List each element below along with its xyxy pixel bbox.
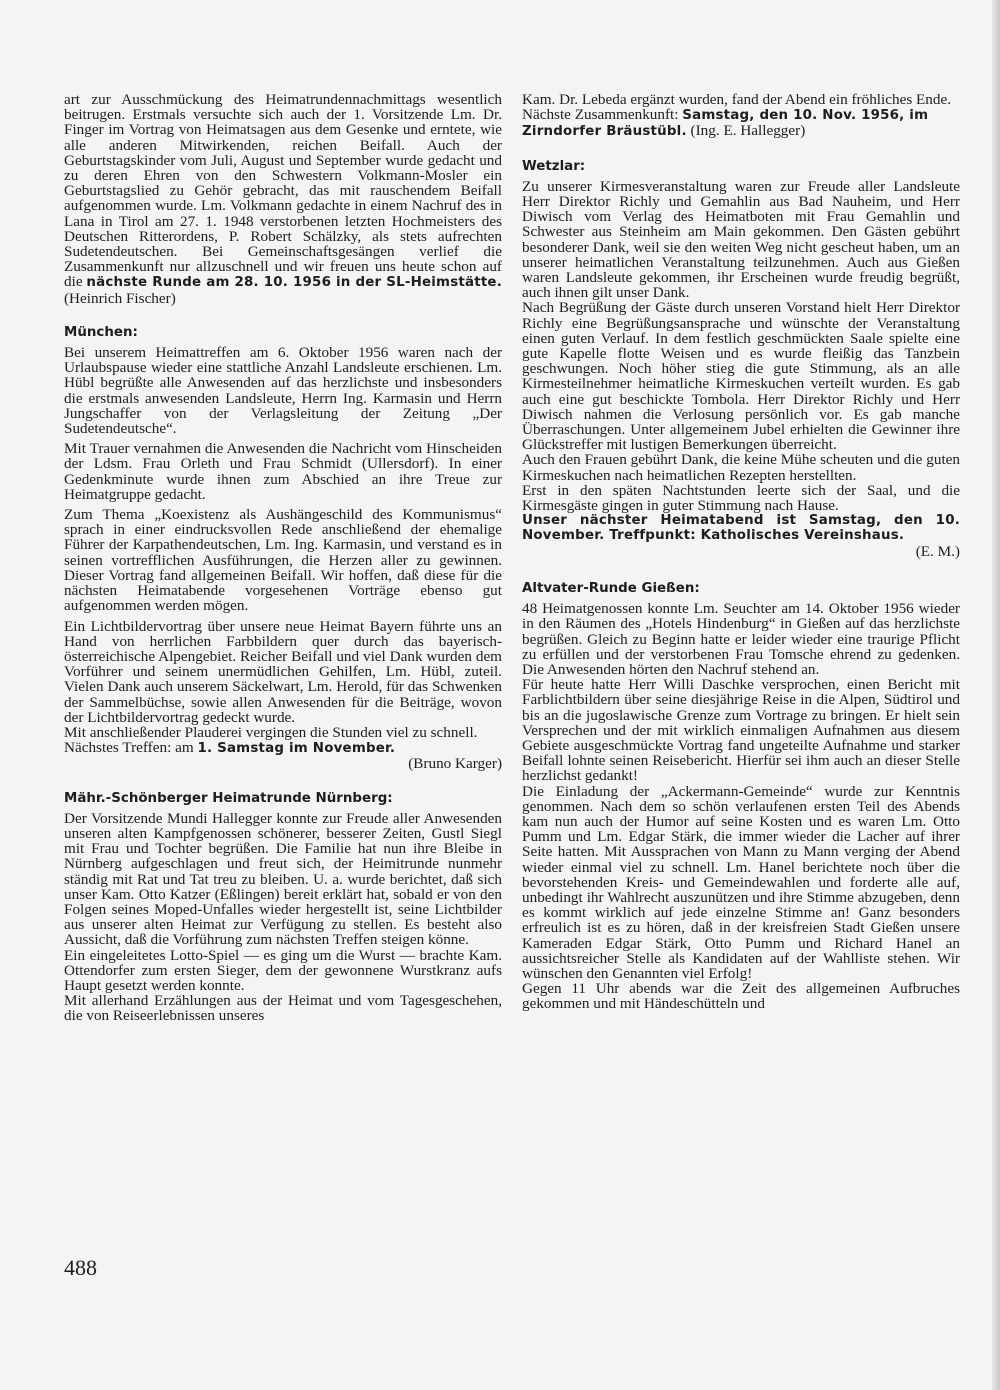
next-meeting-date: 1. Samstag im November.	[197, 741, 396, 757]
nuernberg-paragraph: Der Vorsitzende Mundi Hallegger konnte zur Freude aller Anwesenden unseren alten Kampfgenossen schönerer, besserer Zeiten, Gustl Siegl mit Frau und Tochter begrüßen. Die Familie hat nun ihre Bleibe in Nürnberg aufgeschlagen und freut sich, der Heimitrunde nunmehr ständig mit Rat und Tat treu zu bleiben. U. a. wurde berichtet, daß sich unser Kam. Otto Katzer (Eßlingen) bereit erklärt hat, sobald er von den Folgen seines Moped-Unfalles wieder hergestellt ist, seine Lichtbilder aus unserer alten Heimat zur Verfügung zu stellen. Es besteht also Aussicht, daß die Vorführung zum nächsten Treffen steigen könne.	[64, 809, 502, 949]
muenchen-next-meeting	[64, 740, 502, 756]
muenchen-paragraph: Ein Lichtbildervortrag über unsere neue Heimat Bayern führte uns an Hand von herrlichen Farbbildern quer durch das bayerisch-österreichische Alpengebiet. Reicher Beifall und viel Dank wurden dem Vorführer und seinem unermüdlichen Gehilfen, Lm. Hübl, zuteil. Vielen Dank auch unserem Säckelwart, Lm. Herold, für das Schwenken der Sammelbüchse, sowie allen Anwesenden für die Beiträge, wovon der Lichtbildervortrag gedeckt wurde.	[64, 617, 502, 726]
right-column	[522, 92, 960, 1012]
wetzlar-paragraph: Erst in den späten Nachtstunden leerte sich der Saal, und die Kirmesgäste gingen in guter Stimmung nach Hause.	[522, 481, 960, 515]
next-meeting-prefix: Nächstes Treffen: am	[64, 739, 198, 757]
nuernberg-next-meeting	[522, 107, 960, 139]
wetzlar-signature: (E. M.)	[915, 542, 960, 560]
intro-text: art zur Ausschmückung des Heimatrundennachmittags wesentlich beitrugen. Erstmals versuchte sich auch der 1. Vorsitzende Lm. Dr. Finger im Vortrag von Heimatsagen aus dem Gesenke und erntete, wie alle anderen Mitwirkenden, reichen Beifall. Auch der Geburtstagskinder vom Juli, August und September wurde gedacht und zu deren Ehren von den Schwestern Volkmann-Mosler ein Geburtstagslied zu Gehör gebracht, das mit rauschendem Beifall aufgenommen wurde. Lm. Volkmann gedachte in einem Nachruf des in Lana in Tirol am 27. 1. 1948 verstorbenen letzten Hochmeisters des Deutschen Ritterordens, P. Robert Schälzky, als stets aufrechten Sudetendeutschen. Bei Gemeinschaftsgesängen verlief die Zusammenkunft nur allzuschnell und wir freuen uns heute schon auf die	[64, 91, 502, 291]
next-meeting-date: Samstag, den 10. Nov. 1956, im Zirndorfer Bräustübl.	[522, 108, 929, 140]
page-number: 488	[64, 1255, 97, 1280]
muenchen-paragraph: Mit anschließender Plauderei vergingen die Stunden viel zu schnell.	[64, 723, 478, 741]
nuernberg-paragraph: Ein eingeleitetes Lotto-Spiel — es ging um die Wurst — brachte Kam. Ottendorfer zum ersten Sieger, dem der gewonnene Wurstkranz aufs Haupt gesetzt werden konnte.	[64, 946, 502, 994]
muenchen-signature: (Bruno Karger)	[408, 755, 502, 773]
left-column	[64, 92, 502, 1024]
wetzlar-paragraph: Nach Begrüßung der Gäste durch unseren Vorstand hielt Herr Direktor Richly eine Begrüßungsansprache und wünschte der Veranstaltung einen guten Verlauf. In dem festlich geschmückten Saale spielte eine gute Kapelle flotte Weisen und es wurde fleißig das Tanzbein geschwungen. Noch höher stieg die gute Stimmung, als an alle Kirmesteilnehmer heimatliche Kirmeskuchen verteilt wurden. Es gab auch eine gut beschickte Tombola. Herr Direktor Richly und Herr Diwisch nahmen die Verlosung persönlich vor. Es gab manche Überraschungen. Unter allgemeinem Jubel erhielten die Gewinner ihre Glückstreffer mit lustigen Bemerkungen überreicht.	[522, 299, 960, 454]
wetzlar-next-meeting: Unser nächster Heimatabend ist Samstag, den 10. November. Treffpunkt: Katholisches Vereinshaus.	[522, 513, 960, 544]
heading-muenchen: München:	[64, 324, 138, 340]
wetzlar-paragraph: Zu unserer Kirmesveranstaltung waren zur Freude aller Landsleute Herr Direktor Richly und Gemahlin aus Bad Nauheim, und Herr Diwisch vom Verlag des Heimatboten mit Frau Gemahlin und Schwester aus Steinheim am Main gekommen. Den Gästen gebührt besonderer Dank, weil sie den weiten Weg nicht gescheut haben, um an unserer heimatlichen Veranstaltung teilzunehmen. Auch aus Gießen waren Landsleute gekommen, ihr Erscheinen wurde freudig begrüßt, auch ihnen gilt unser Dank.	[522, 177, 960, 302]
muenchen-paragraph: Mit Trauer vernahmen die Anwesenden die Nachricht vom Hinscheiden der Ldsm. Frau Orleth und Frau Schmidt (Ullersdorf). In einer Gedenkminute wurde ihnen zum Abschied an ihre Treue zur Heimatgruppe gedacht.	[64, 440, 502, 503]
intro-bold-date: nächste Runde am 28. 10. 1956 in der SL-Heimstätte.	[86, 275, 502, 291]
heading-giessen: Altvater-Runde Gießen:	[522, 580, 700, 596]
giessen-paragraph: Die Einladung der „Ackermann-Gemeinde“ wurde zur Kenntnis genommen. Nach dem so schön verlaufenen ersten Teil des Abends kam nun auch der Humor auf seine Kosten und es waren Lm. Otto Pumm und Lm. Edgar Stärk, die immer wieder die Lacher auf ihrer Seite hatten. Mit Aussprachen von Mann zu Mann verging der Abend wieder einmal viel zu schnell. Lm. Hanel berichtete noch über die bevorstehenden Kreis- und Gemeindewahlen und forderte alle auf, unbedingt ihr Wahlrecht auszunützen und ihre Stimme abzugeben, denn es kommt wirklich auf jede einzelne Stimme an! Ganz besonders erfreulich ist es zu hören, daß in der kreisfreien Stadt Gießen unsere Kameraden Edgar Stärk, Otto Pumm und Richard Hanel an aussichtsreicher Stelle als Kandidaten auf der Wahlliste stehen. Wir wünschen den Genannten viel Erfolg!	[522, 782, 960, 982]
heading-nuernberg: Mähr.-Schönberger Heimatrunde Nürnberg:	[64, 790, 393, 806]
muenchen-paragraph: Zum Thema „Koexistenz als Aushängeschild des Kommunismus“ sprach in einer eindrucksvollen Rede anschließend der ehemalige Führer der Karpathendeutschen, Lm. Ing. Karmasin, und verstand es in seinen vortrefflichen Ausführungen, die Herzen aller zu gewinnen. Dieser Vortrag fand allgemeinen Beifall. Wir hoffen, daß diese für die nächsten Heimatabende vorgesehenen Vorträge ebenso gut aufgenommen werden mögen.	[64, 506, 502, 615]
muenchen-paragraph: Bei unserem Heimattreffen am 6. Oktober 1956 waren nach der Urlaubspause wieder eine stattliche Anzahl Landsleute erschienen. Lm. Hübl begrüßte alle Anwesenden auf das herzlichste und insbesonders die erstmals anwesenden Landsleute, Herrn Ing. Karmasin und Herrn Jungschaffer von der Verlagsleitung der Zeitung „Der Sudetendeutsche“.	[64, 344, 502, 438]
intro-paragraph	[64, 92, 502, 306]
giessen-paragraph: Gegen 11 Uhr abends war die Zeit des allgemeinen Aufbruches gekommen und mit Händeschütteln und	[522, 980, 960, 1013]
page-edge-shadow	[992, 0, 1000, 1390]
nuernberg-signature: (Ing. E. Hallegger)	[686, 122, 806, 140]
nuernberg-continued: Kam. Dr. Lebeda ergänzt wurden, fand der Abend ein fröhliches Ende.	[522, 91, 952, 108]
giessen-paragraph: 48 Heimatgenossen konnte Lm. Seuchter am 14. Oktober 1956 wieder in den Räumen des „Hotels Hindenburg“ in Gießen auf das herzlichste begrüßen. Gleich zu Beginn hatte er leider wieder eine traurige Pflicht zu erfüllen und der verstorbenen Frau Tomsche ehrend zu gedenken. Die Anwesenden hörten den Nachruf stehend an.	[522, 600, 960, 678]
intro-signature: (Heinrich Fischer)	[64, 289, 176, 307]
wetzlar-paragraph: Auch den Frauen gebührt Dank, die keine Mühe scheuten und die guten Kirmeskuchen nach heimatlichen Rezepten herstellten.	[522, 451, 960, 484]
next-meeting-prefix: Nächste Zusammenkunft:	[522, 106, 683, 124]
heading-wetzlar: Wetzlar:	[522, 158, 586, 174]
giessen-paragraph: Für heute hatte Herr Willi Daschke versprochen, einen Bericht mit Farblichtbildern über seine diesjährige Reise in die Alpen, Südtirol und bis an die jugoslawische Grenze zum Vortrage zu bringen. Er hielt sein Versprechen und der mit wirklich einmaligen Aufnahmen aus diesem Gebiete ausgeschmückte Vortrag fand ungeteilte Aufnahme und starker Beifall lohnte seinen Reisebericht. Hierfür sei ihm auch an dieser Stelle herzlichst gedankt!	[522, 676, 960, 785]
nuernberg-paragraph: Mit allerhand Erzählungen aus der Heimat und vom Tagesgeschehen, die von Reiseerlebnissen unseres	[64, 992, 502, 1025]
